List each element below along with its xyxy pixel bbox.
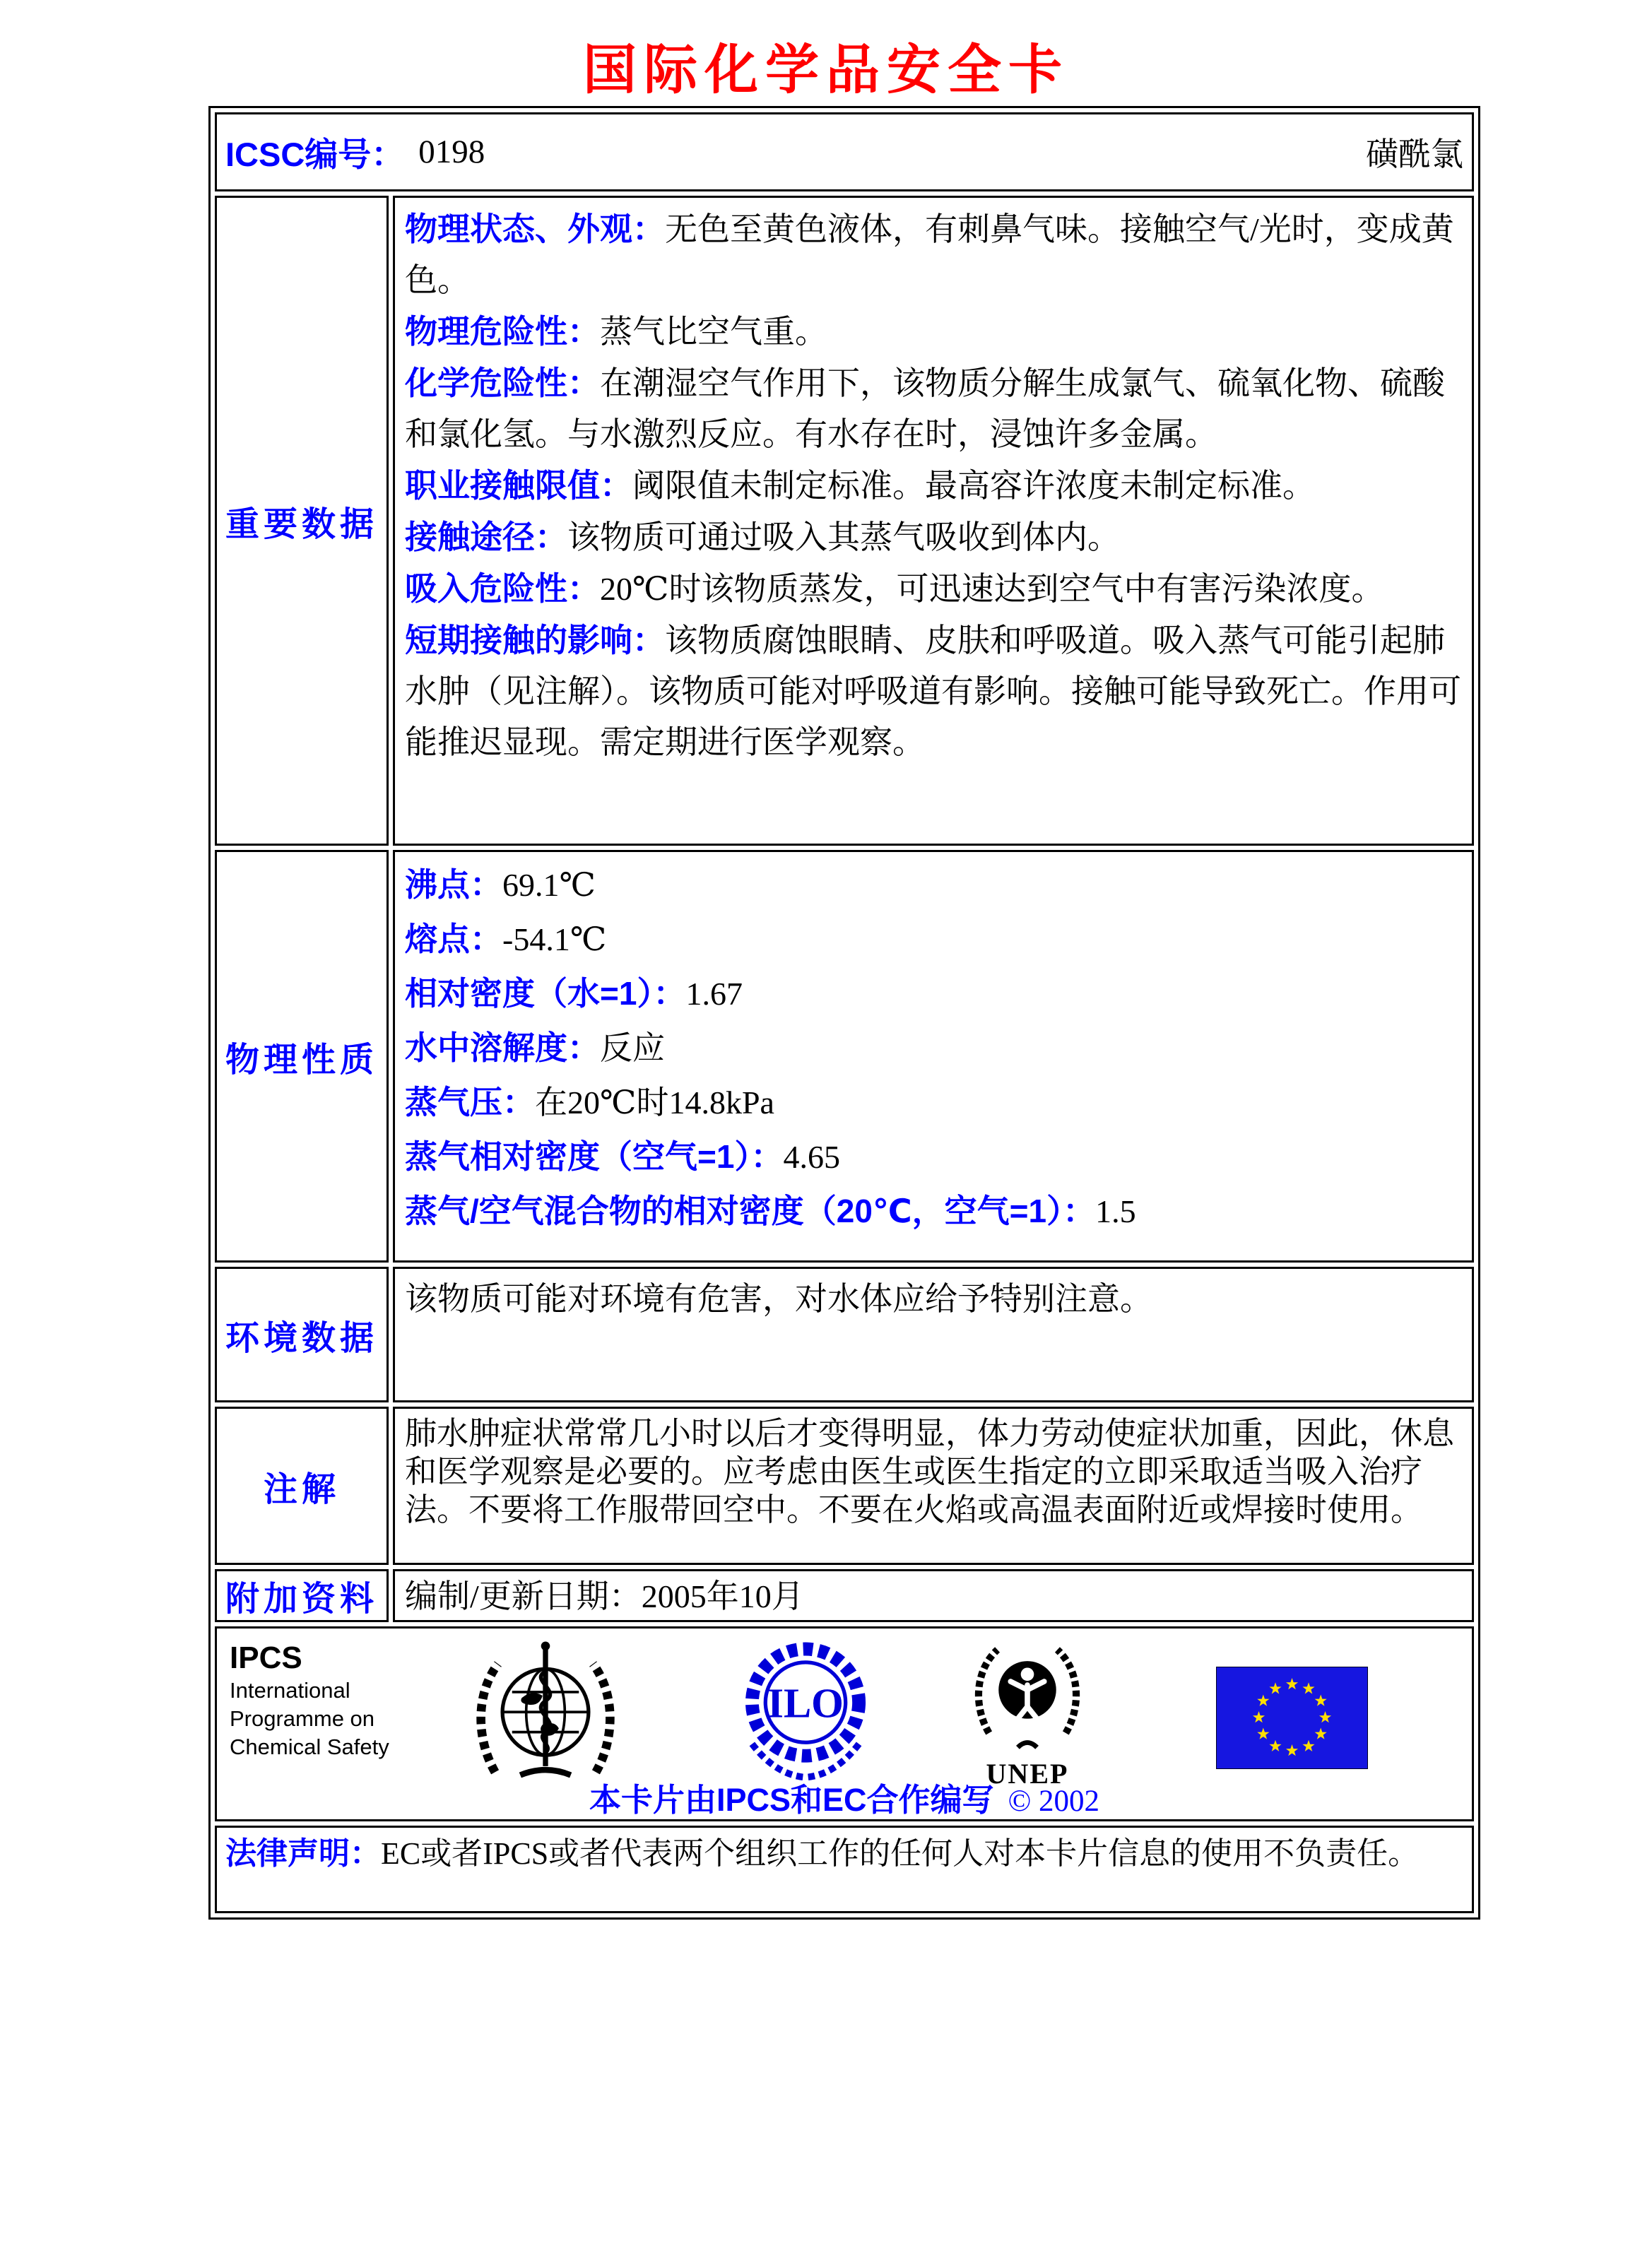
data-item: 职业接触限值：阈限值未制定标准。最高容许浓度未制定标准。 [405,467,1315,504]
section-label-environmental-data: 环境数据 [215,1267,389,1402]
icsc-number-value: 0198 [418,134,485,170]
chemical-name: 磺酰氯 [1366,136,1464,172]
legal-text: EC或者IPCS或者代表两个组织工作的任何人对本卡片信息的使用不负责任。 [381,1836,1420,1871]
notes-content [393,1407,1474,1565]
ipcs-subtitle-line: International [230,1678,350,1703]
property-item: 相对密度（水=1）：1.67 [405,975,743,1012]
data-item: 物理危险性：蒸气比空气重。 [405,313,827,350]
credit-year: © 2002 [1008,1785,1099,1818]
additional-info-row [215,1569,1474,1622]
unep-label: UNEP [986,1758,1069,1790]
data-item: 接触途径：该物质可通过吸入其蒸气吸收到体内。 [405,519,1120,555]
physical-properties-row [215,850,1474,1263]
legal-cell [215,1826,1474,1913]
important-data-content [393,196,1474,846]
property-item: 蒸气/空气混合物的相对密度（20℃，空气=1）：1.5 [405,1193,1136,1229]
logos-row [215,1626,1474,1821]
ipcs-subtitle-line: Programme on [230,1706,375,1731]
unep-logo-icon [967,1630,1087,1790]
property-item: 熔点：-54.1℃ [405,921,607,957]
environment-text: 该物质可能对环境有危害，对水体应给予特别注意。 [405,1281,1152,1317]
update-date-text: 编制/更新日期：2005年10月 [405,1578,804,1614]
data-item: 短期接触的影响：该物质腐蚀眼睛、皮肤和呼吸道。吸入蒸气可能引起肺水肿（见注解）。该物质可能对呼吸道有影响。接触可能导致死亡。作用可能推迟显现。需定期进行医学观察。 [405,622,1461,760]
icsc-number-label: ICSC编号： [225,135,405,173]
additional-info-content [393,1569,1474,1622]
credit-text: 本卡片由IPCS和EC合作编写 [589,1782,994,1818]
data-item: 吸入危险性：20℃时该物质蒸发，可迅速达到空气中有害污染浓度。 [405,570,1384,607]
ilo-logo-icon [731,1634,880,1786]
data-item: 物理状态、外观：无色至黄色液体，有刺鼻气味。接触空气/光时，变成黄色。 [405,211,1454,298]
eu-flag-icon [1216,1667,1368,1773]
section-label-notes: 注解 [215,1407,389,1565]
ipcs-subtitle-line: Chemical Safety [230,1734,389,1759]
environmental-data-content [393,1267,1474,1402]
physical-properties-content [393,850,1474,1263]
credit-line [217,1774,1472,1820]
section-label-important-data: 重要数据 [215,196,389,846]
legal-label: 法律声明： [225,1836,381,1871]
important-data-row [215,196,1474,846]
who-logo-icon [471,1634,620,1786]
section-label-physical-properties: 物理性质 [215,850,389,1263]
notes-row [215,1407,1474,1565]
icsc-card-table [208,106,1480,1920]
notes-text: 肺水肿症状常常几小时以后才变得明显，体力劳动使症状加重，因此，休息和医学观察是必要的。应考虑由医生或医生指定的立即采取适当吸入治疗法。不要将工作服带回空中。不要在火焰或高温表面附近或焊接时使用。 [405,1416,1455,1527]
ipcs-text-block [230,1640,389,1761]
property-item: 蒸气压：在20℃时14.8kPa [405,1084,774,1121]
environmental-data-row [215,1267,1474,1402]
svg-text:ILO: ILO [767,1680,844,1727]
ipcs-title: IPCS [230,1641,302,1675]
property-item: 沸点：69.1℃ [405,866,596,903]
property-item: 水中溶解度：反应 [405,1029,665,1066]
header-row [215,112,1474,191]
data-item: 化学危险性：在潮湿空气作用下，该物质分解生成氯气、硫氧化物、硫酸和氯化氢。与水激烈反应。有水存在时，浸蚀许多金属。 [405,365,1445,452]
legal-row [215,1826,1474,1913]
header-cell [215,112,1474,191]
section-label-additional-info: 附加资料 [215,1569,389,1622]
logos-cell [215,1626,1474,1821]
property-item: 蒸气相对密度（空气=1）：4.65 [405,1138,840,1175]
page-title: 国际化学品安全卡 [583,38,1069,101]
